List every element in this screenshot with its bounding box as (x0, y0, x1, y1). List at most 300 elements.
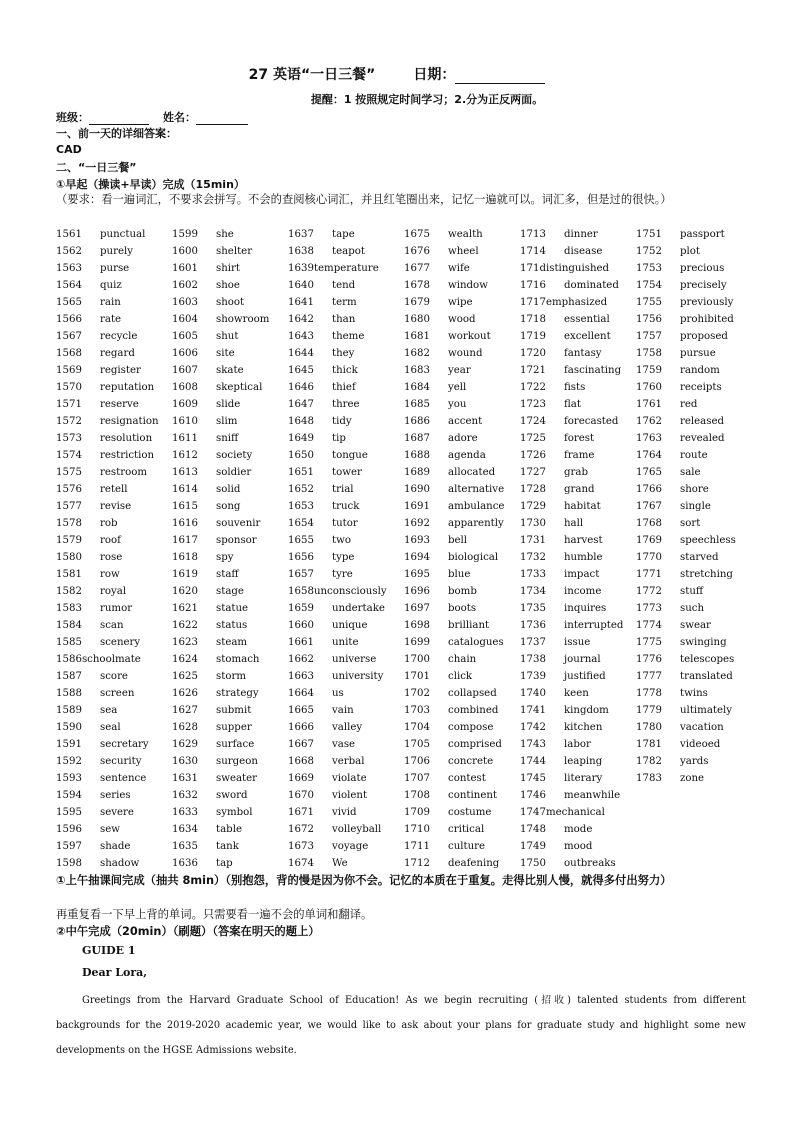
vocab-word: precisely (680, 280, 727, 291)
vocab-item (520, 515, 583, 532)
vocab-number: 1709 (404, 807, 430, 818)
vocab-word: shore (680, 484, 709, 495)
vocab-item (288, 362, 358, 379)
vocab-number: 1584 (56, 620, 82, 631)
vocab-word: fantasy (564, 348, 602, 359)
vocab-number: 1722 (520, 382, 546, 393)
vocab-number: 1739 (520, 671, 546, 682)
vocab-item (288, 413, 352, 430)
student-info-row (56, 109, 248, 125)
vocab-word: steam (216, 637, 248, 648)
vocab-number: 1571 (56, 399, 82, 410)
vocab-item (56, 260, 129, 277)
vocab-number: 1567 (56, 331, 82, 342)
vocab-word: passport (680, 229, 725, 240)
vocab-number: 1629 (172, 739, 198, 750)
vocab-word: row (100, 569, 120, 580)
vocab-number: 1609 (172, 399, 198, 410)
vocab-item (56, 634, 140, 651)
vocab-word: staff (216, 569, 239, 580)
vocab-word: vain (332, 705, 354, 716)
vocab-number: 1677 (404, 263, 430, 274)
vocab-number: 1634 (172, 824, 198, 835)
vocab-number: 1776 (636, 654, 662, 665)
vocab-number: 1639 (288, 263, 314, 274)
vocab-word: bell (448, 535, 468, 546)
vocab-word: tape (332, 229, 355, 240)
vocab-item (636, 464, 701, 481)
vocab-item (172, 447, 252, 464)
vocab-item (288, 770, 367, 787)
vocab-item (404, 311, 476, 328)
vocab-item (636, 447, 708, 464)
vocab-number: 1592 (56, 756, 82, 767)
vocab-item (172, 549, 234, 566)
vocab-item (404, 736, 502, 753)
vocab-number: 1730 (520, 518, 546, 529)
vocab-number: 1733 (520, 569, 546, 580)
vocab-number: 1665 (288, 705, 314, 716)
vocab-number: 1704 (404, 722, 430, 733)
vocab-item (172, 583, 244, 600)
vocab-number: 1644 (288, 348, 314, 359)
vocab-item (172, 226, 234, 243)
vocab-word: thief (332, 382, 356, 393)
vocab-item (56, 515, 118, 532)
vocab-item (288, 787, 367, 804)
vocab-item (56, 447, 154, 464)
vocab-word: catalogues (448, 637, 504, 648)
vocab-number: 1598 (56, 858, 82, 869)
vocab-item (288, 702, 354, 719)
vocab-number: 1648 (288, 416, 314, 427)
vocab-item (404, 362, 471, 379)
vocab-item (288, 311, 355, 328)
vocab-item (172, 855, 233, 872)
guide-heading: GUIDE 1 (82, 944, 136, 957)
vocab-word: keen (564, 688, 589, 699)
vocab-item (172, 413, 237, 430)
vocab-word: secretary (100, 739, 149, 750)
vocab-item (404, 447, 486, 464)
vocab-number: 1743 (520, 739, 546, 750)
vocab-number: 1651 (288, 467, 314, 478)
vocab-number: 1605 (172, 331, 198, 342)
vocab-word: essential (564, 314, 610, 325)
vocab-item (636, 260, 724, 277)
vocab-word: rumor (100, 603, 133, 614)
vocab-number: 1562 (56, 246, 82, 257)
vocab-item (636, 362, 720, 379)
vocab-item (288, 396, 360, 413)
vocab-item (288, 549, 354, 566)
vocab-item (404, 821, 484, 838)
vocab-word: shade (100, 841, 131, 852)
vocab-number: 1748 (520, 824, 546, 835)
vocab-word: receipts (680, 382, 722, 393)
vocab-item (56, 379, 154, 396)
vocab-number: 1617 (172, 535, 198, 546)
vocab-number: 1770 (636, 552, 662, 563)
vocab-word: released (680, 416, 725, 427)
vocab-number: 1654 (288, 518, 314, 529)
vocab-item (172, 328, 238, 345)
vocab-word: sponsor (216, 535, 257, 546)
vocab-word: allocated (448, 467, 496, 478)
vocab-number: 1661 (288, 637, 314, 648)
vocab-item (636, 583, 703, 600)
vocab-number: 1686 (404, 416, 430, 427)
vocab-number: 1745 (520, 773, 546, 784)
vocab-number: 1593 (56, 773, 82, 784)
vocab-word: wound (448, 348, 483, 359)
vocab-number: 1627 (172, 705, 198, 716)
vocab-item (520, 498, 601, 515)
vocab-item (56, 821, 120, 838)
vocab-number: 1586 (56, 654, 82, 665)
vocab-item (636, 702, 732, 719)
vocab-word: unite (332, 637, 359, 648)
vocab-item (288, 617, 368, 634)
vocab-number: 1641 (288, 297, 314, 308)
vocab-word: quiz (100, 280, 122, 291)
vocab-number: 1589 (56, 705, 82, 716)
vocab-item (288, 583, 387, 600)
vocab-number: 1757 (636, 331, 662, 342)
vocab-number: 1587 (56, 671, 82, 682)
vocab-item (172, 651, 259, 668)
vocab-word: scan (100, 620, 124, 631)
vocab-word: starved (680, 552, 719, 563)
vocab-item (172, 736, 254, 753)
name-blank[interactable] (196, 112, 248, 125)
vocab-number: 1672 (288, 824, 314, 835)
vocab-item (56, 396, 139, 413)
vocab-item (172, 243, 252, 260)
vocab-number: 1631 (172, 773, 198, 784)
date-label: 日期： (413, 67, 456, 83)
vocab-item (636, 617, 711, 634)
vocab-item (172, 498, 240, 515)
vocab-number: 1731 (520, 535, 546, 546)
vocab-item (288, 498, 359, 515)
vocab-word: window (448, 280, 488, 291)
vocab-item (636, 430, 725, 447)
vocab-word: sea (100, 705, 118, 716)
vocab-number: 1579 (56, 535, 82, 546)
vocab-number: 1691 (404, 501, 430, 512)
vocab-word: interrupted (564, 620, 624, 631)
title-text: 27 英语“一日三餐” (248, 67, 376, 83)
vocab-word: mechanical (545, 807, 605, 818)
vocab-word: term (332, 297, 357, 308)
vocab-item (288, 243, 365, 260)
vocab-item (288, 821, 381, 838)
vocab-number: 1783 (636, 773, 662, 784)
vocab-word: recycle (100, 331, 138, 342)
vocab-number: 1753 (636, 263, 662, 274)
vocab-word: rate (100, 314, 122, 325)
vocab-item (172, 515, 260, 532)
vocab-number: 1680 (404, 314, 430, 325)
vocab-item (172, 634, 247, 651)
vocab-number: 1754 (636, 280, 662, 291)
vocab-word: statue (216, 603, 249, 614)
vocab-number: 1705 (404, 739, 430, 750)
vocab-number: 1685 (404, 399, 430, 410)
vocab-number: 1700 (404, 654, 430, 665)
vocab-number: 1561 (56, 229, 82, 240)
vocab-item (636, 515, 700, 532)
vocab-word: dinner (564, 229, 598, 240)
vocab-item (520, 634, 590, 651)
vocab-item (520, 243, 602, 260)
vocab-item (520, 362, 621, 379)
vocab-word: adore (448, 433, 478, 444)
vocab-word: reserve (100, 399, 139, 410)
vocab-number: 1657 (288, 569, 314, 580)
vocab-item (404, 719, 493, 736)
vocab-item (636, 481, 709, 498)
vocab-item (56, 498, 131, 515)
vocab-number: 1741 (520, 705, 546, 716)
vocab-number: 1637 (288, 229, 314, 240)
vocab-number: 1578 (56, 518, 82, 529)
vocab-item (172, 787, 247, 804)
vocab-number: 1597 (56, 841, 82, 852)
vocab-word: vacation (680, 722, 724, 733)
vocab-word: precious (680, 263, 725, 274)
vocab-number: 1642 (288, 314, 314, 325)
vocab-number: 1621 (172, 603, 198, 614)
vocab-word: slide (216, 399, 241, 410)
vocab-number: 1669 (288, 773, 314, 784)
vocab-word: critical (448, 824, 485, 835)
vocab-word: valley (332, 722, 363, 733)
vocab-word: stretching (680, 569, 733, 580)
section1-heading: 一、前一天的详细答案： (56, 127, 177, 140)
vocab-item (520, 328, 611, 345)
vocab-item (172, 481, 240, 498)
vocab-word: slim (216, 416, 238, 427)
vocab-number: 1568 (56, 348, 82, 359)
vocab-item (404, 753, 493, 770)
vocab-item (404, 464, 495, 481)
vocab-number: 1646 (288, 382, 314, 393)
vocab-word: reputation (100, 382, 155, 393)
vocab-item (404, 345, 483, 362)
vocab-word: outbreaks (564, 858, 616, 869)
vocab-item (172, 464, 251, 481)
vocab-word: they (332, 348, 355, 359)
vocab-item (404, 243, 479, 260)
vocab-number: 1570 (56, 382, 82, 393)
vocab-word: swear (680, 620, 711, 631)
vocab-number: 1676 (404, 246, 430, 257)
vocab-number: 1569 (56, 365, 82, 376)
vocab-word: kingdom (564, 705, 609, 716)
vocab-number: 1699 (404, 637, 430, 648)
vocab-item (404, 617, 489, 634)
vocab-number: 1762 (636, 416, 662, 427)
vocab-word: disease (564, 246, 603, 257)
vocab-word: costume (448, 807, 492, 818)
vocab-number: 1717 (520, 297, 546, 308)
vocab-number: 1775 (636, 637, 662, 648)
vocab-item (172, 532, 257, 549)
vocab-number: 1683 (404, 365, 430, 376)
vocab-word: than (332, 314, 356, 325)
vocab-number: 1652 (288, 484, 314, 495)
vocab-number: 1581 (56, 569, 82, 580)
vocab-number: 1630 (172, 756, 198, 767)
vocab-word: song (216, 501, 241, 512)
vocab-item (172, 294, 244, 311)
vocab-item (404, 634, 504, 651)
vocab-word: shoe (216, 280, 240, 291)
vocab-number: 1622 (172, 620, 198, 631)
vocab-item (288, 753, 365, 770)
vocab-word: shelter (216, 246, 253, 257)
vocab-number: 1662 (288, 654, 314, 665)
vocab-item (636, 396, 697, 413)
vocab-word: leaping (564, 756, 603, 767)
vocab-number: 1697 (404, 603, 430, 614)
vocab-word: prohibited (680, 314, 734, 325)
vocab-item (56, 804, 134, 821)
vocab-word: kitchen (564, 722, 603, 733)
vocab-item (404, 481, 504, 498)
vocab-word: hall (564, 518, 584, 529)
vocab-item (636, 277, 727, 294)
vocab-word: blue (448, 569, 471, 580)
vocab-item (288, 532, 351, 549)
vocab-number: 1675 (404, 229, 430, 240)
vocab-word: workout (448, 331, 491, 342)
vocab-number: 1612 (172, 450, 198, 461)
vocab-word: society (216, 450, 253, 461)
vocab-item (288, 379, 356, 396)
vocab-word: wheel (448, 246, 479, 257)
vocab-number: 1719 (520, 331, 546, 342)
vocab-word: zone (680, 773, 705, 784)
vocab-number: 1670 (288, 790, 314, 801)
vocab-number: 1752 (636, 246, 662, 257)
vocab-number: 1703 (404, 705, 430, 716)
vocab-number: 1689 (404, 467, 430, 478)
vocab-item (520, 617, 623, 634)
vocab-item (520, 260, 609, 277)
vocab-item (56, 668, 128, 685)
vocab-item (404, 413, 482, 430)
vocab-word: rain (100, 297, 121, 308)
vocab-word: violate (332, 773, 367, 784)
vocab-word: tend (332, 280, 356, 291)
vocab-word: swinging (680, 637, 727, 648)
vocab-word: sort (680, 518, 701, 529)
vocab-word: random (680, 365, 720, 376)
vocab-number: 1566 (56, 314, 82, 325)
vocab-word: resignation (100, 416, 159, 427)
vocab-item (636, 736, 720, 753)
vocab-number: 1625 (172, 671, 198, 682)
vocab-word: thick (332, 365, 358, 376)
vocab-number: 1768 (636, 518, 662, 529)
vocab-number: 1608 (172, 382, 198, 393)
vocab-word: humble (564, 552, 603, 563)
vocab-word: forecasted (564, 416, 619, 427)
vocab-item (404, 226, 483, 243)
vocab-item (636, 345, 716, 362)
vocab-item (404, 566, 470, 583)
vocab-item (288, 804, 357, 821)
vocab-item (636, 651, 734, 668)
vocab-word: severe (100, 807, 134, 818)
vocab-item (520, 413, 618, 430)
vocab-item (520, 430, 594, 447)
vocab-number: 1713 (520, 229, 546, 240)
vocab-word: soldier (216, 467, 252, 478)
vocab-item (288, 260, 379, 277)
vocab-number: 1582 (56, 586, 82, 597)
noon-task: ②中午完成（20min）（刷题）（答案在明天的题上） (56, 925, 320, 938)
vocab-number: 1626 (172, 688, 198, 699)
vocab-item (520, 770, 602, 787)
vocab-word: twins (680, 688, 708, 699)
vocab-word: submit (216, 705, 252, 716)
vocab-word: security (100, 756, 142, 767)
vocab-number: 1706 (404, 756, 430, 767)
vocab-word: storm (216, 671, 246, 682)
vocab-word: labor (564, 739, 591, 750)
vocab-item (404, 770, 486, 787)
vocab-word: rob (100, 518, 118, 529)
vocab-word: purely (100, 246, 133, 257)
vocab-item (288, 481, 354, 498)
vocab-number: 1766 (636, 484, 662, 495)
class-blank[interactable] (89, 112, 149, 125)
vocab-number: 1596 (56, 824, 82, 835)
vocab-number: 1619 (172, 569, 198, 580)
vocab-word: collapsed (448, 688, 497, 699)
vocab-item (56, 702, 117, 719)
date-blank[interactable] (455, 69, 545, 84)
vocab-number: 1724 (520, 416, 546, 427)
vocab-item (520, 821, 592, 838)
vocab-word: red (680, 399, 698, 410)
vocab-number: 1696 (404, 586, 430, 597)
vocab-item (172, 566, 239, 583)
vocab-number: 1659 (288, 603, 314, 614)
vocab-item (636, 379, 722, 396)
vocab-word: surgeon (216, 756, 258, 767)
vocab-word: score (100, 671, 128, 682)
vocab-number: 1708 (404, 790, 430, 801)
vocab-word: resolution (100, 433, 153, 444)
vocab-word: justified (564, 671, 606, 682)
vocab-word: revise (100, 501, 132, 512)
vocab-item (56, 345, 135, 362)
previous-answers: CAD (56, 143, 82, 156)
vocab-number: 1590 (56, 722, 82, 733)
vocab-item (636, 243, 700, 260)
vocab-number: 1602 (172, 280, 198, 291)
vocab-word: us (332, 688, 344, 699)
vocab-item (56, 413, 159, 430)
vocab-item (288, 447, 368, 464)
vocab-number: 1728 (520, 484, 546, 495)
class-label: 班级： (56, 111, 89, 124)
